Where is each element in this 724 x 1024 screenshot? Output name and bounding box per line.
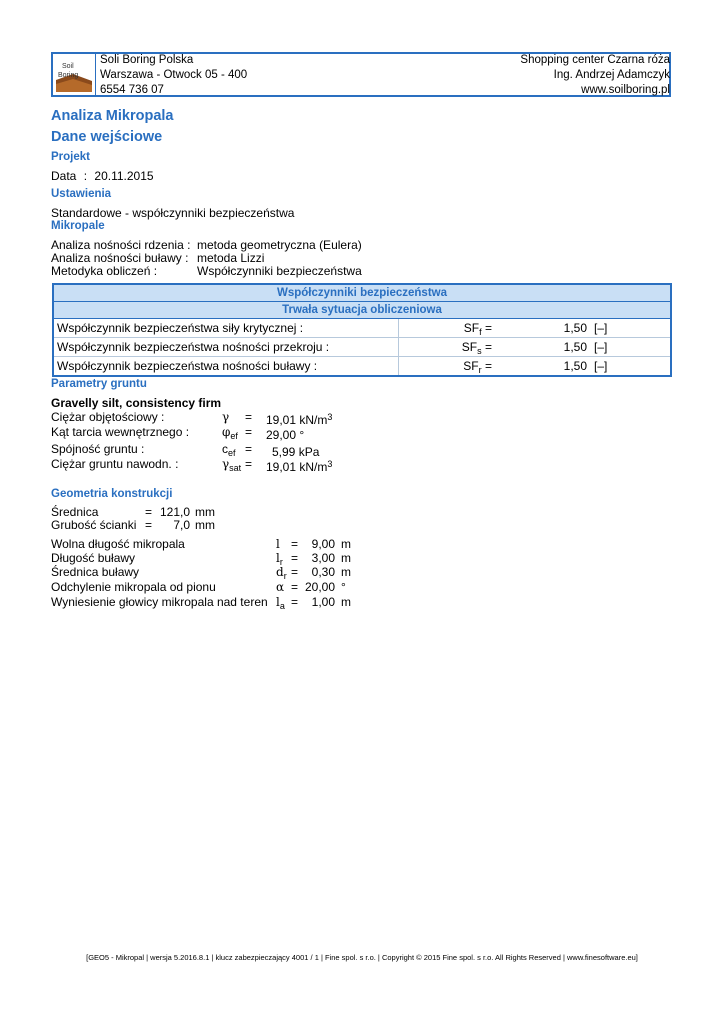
geom2-label-2: Średnica buławy xyxy=(51,565,140,579)
svg-text:Boring: Boring xyxy=(58,72,79,79)
footer-text: [GEO5 - Mikropal | wersja 5.2016.8.1 | klucz zabezpieczający 4001 / 1 | Fine spol. s r.o. | Copyright © 2015 Fine spol. s r.o. All Rights Reserved | www.finesoftware.eu] xyxy=(86,953,638,962)
geom2-label-4: Wyniesienie głowicy mikropala nad teren xyxy=(51,595,268,609)
row-value: 1,50 xyxy=(563,321,587,335)
soil-value-0: 19,01 $kN/m^3$ xyxy=(266,412,333,427)
geom2-label-1: Długość buławy xyxy=(51,551,136,565)
soil-name: Gravelly silt, consistency firm xyxy=(51,396,222,410)
geom2-symbol-3: α xyxy=(276,580,285,594)
mikropale-value-0: metoda geometryczna (Eulera) xyxy=(197,238,362,252)
geom-eq-0: = xyxy=(145,505,153,519)
header-company: Soli Boring Polska xyxy=(100,54,194,66)
soil-sym-2: $c_{ef}$ xyxy=(222,442,236,458)
row-unit: [–] xyxy=(594,321,608,335)
geom-label-1: Grubość ścianki xyxy=(51,518,137,532)
geom2-symbol-0: l xyxy=(276,537,280,551)
header-website[interactable]: www.soilboring.pl xyxy=(581,84,670,96)
geom2-unit-4: m xyxy=(341,595,351,609)
table-header-1: Współczynniki bezpieczeństwa xyxy=(54,285,670,302)
geom2-label-0: Wolna długość mikropala xyxy=(51,537,185,551)
date-value: 20.11.2015 xyxy=(94,169,154,183)
row-value: 1,50 xyxy=(563,359,587,373)
soil-sym-1: $\varphi_{ef}$ xyxy=(222,425,238,441)
projekt-date-row xyxy=(51,170,154,183)
geom2-value-4: 1,00 xyxy=(311,595,335,609)
soil-value-2: 5,99 kPa xyxy=(272,445,320,459)
mikropale-value-2: Współczynniki bezpieczeństwa xyxy=(197,264,362,278)
section-ustawienia: Ustawienia xyxy=(51,188,112,200)
soil-sym-3: $\gamma_{sat}$ xyxy=(222,457,242,473)
table-header-2: Trwała sytuacja obliczeniowa xyxy=(54,302,670,319)
geom2-symbol-4: $l_a$ xyxy=(276,595,285,611)
geom2-value-3: 20,00 xyxy=(304,580,335,594)
soil-eq-0: = xyxy=(245,410,253,424)
row-value: 1,50 xyxy=(563,340,587,354)
geom2-unit-3: ° xyxy=(341,580,346,594)
company-logo xyxy=(53,54,96,95)
geom2-eq-4: = xyxy=(291,595,299,609)
geom2-unit-2: m xyxy=(341,565,351,579)
mikropale-label-2: Metodyka obliczeń : xyxy=(51,264,158,278)
row-label: Współczynnik bezpieczeństwa nośności przekroju : xyxy=(57,340,330,354)
row-symbol: $SF_s$ = xyxy=(461,340,492,356)
row-symbol: $SF_r$ = xyxy=(463,359,492,375)
geom2-label-3: Odchylenie mikropala od pionu xyxy=(51,580,216,594)
header-engineer: Ing. Andrzej Adamczyk xyxy=(553,69,670,81)
mikropale-value-1: metoda Lizzi xyxy=(197,251,265,265)
geom-eq-1: = xyxy=(145,518,153,532)
section-parametry-gruntu: Parametry gruntu xyxy=(51,378,147,390)
soil-value-3: 19,01 $kN/m^3$ xyxy=(266,459,333,474)
geom-unit-0: mm xyxy=(195,505,215,519)
soil-label-0: Ciężar objętościowy : xyxy=(51,410,165,424)
header-address: Warszawa - Otwock 05 - 400 xyxy=(100,69,248,81)
svg-text:Soil: Soil xyxy=(62,63,74,70)
geom-value-0: 121,0 xyxy=(160,505,191,519)
geom-unit-1: mm xyxy=(195,518,215,532)
section-geometria: Geometria konstrukcji xyxy=(51,488,173,500)
header-project: Shopping center Czarna róża xyxy=(520,54,670,66)
soil-label-2: Spójność gruntu : xyxy=(51,442,145,456)
geom-label-0: Średnica xyxy=(51,505,99,519)
geom2-unit-1: m xyxy=(341,551,351,565)
row-label: Współczynnik bezpieczeństwa siły krytycznej : xyxy=(57,321,304,335)
date-label: Data xyxy=(51,169,77,183)
safety-factors-table xyxy=(52,283,672,377)
soil-label-3: Ciężar gruntu nawodn. : xyxy=(51,457,179,471)
section-mikropale: Mikropale xyxy=(51,220,105,232)
soil-eq-2: = xyxy=(245,442,253,456)
soil-value-1: 29,00 ° xyxy=(266,428,305,442)
geom2-value-0: 9,00 xyxy=(311,537,335,551)
soil-boring-logo-icon xyxy=(53,54,95,95)
page-title: Analiza Mikropala xyxy=(51,108,174,124)
soil-eq-1: = xyxy=(245,425,253,439)
row-symbol: $SF_f$ = xyxy=(463,321,492,337)
row-unit: [–] xyxy=(594,340,608,354)
mikropale-label-1: Analiza nośności buławy : xyxy=(51,251,189,265)
soil-sym-0: γ xyxy=(222,410,230,424)
date-sep: : xyxy=(83,169,88,183)
geom2-unit-0: m xyxy=(341,537,351,551)
section-projekt: Projekt xyxy=(51,151,90,163)
geom2-eq-0: = xyxy=(291,537,299,551)
geom2-value-1: 3,00 xyxy=(311,551,335,565)
geom2-eq-1: = xyxy=(291,551,299,565)
mikropale-label-0: Analiza nośności rdzenia : xyxy=(51,238,191,252)
row-unit: [–] xyxy=(594,359,608,373)
geom2-eq-2: = xyxy=(291,565,299,579)
row-label: Współczynnik bezpieczeństwa nośności buławy : xyxy=(57,359,318,373)
geom2-symbol-2: $d_r$ xyxy=(276,565,287,581)
geom2-value-2: 0,30 xyxy=(311,565,335,579)
header-phone: 6554 736 07 xyxy=(100,84,164,96)
ustawienia-value: Standardowe - współczynniki bezpieczeństwa xyxy=(51,206,295,220)
table-row xyxy=(54,338,670,357)
page-subtitle: Dane wejściowe xyxy=(51,129,163,145)
table-row xyxy=(54,357,670,375)
table-row xyxy=(54,319,670,338)
geom2-symbol-1: $l_r$ xyxy=(276,551,283,567)
soil-eq-3: = xyxy=(245,457,253,471)
soil-label-1: Kąt tarcia wewnętrznego : xyxy=(51,425,190,439)
geom2-eq-3: = xyxy=(291,580,299,594)
geom-value-1: 7,0 xyxy=(173,518,190,532)
